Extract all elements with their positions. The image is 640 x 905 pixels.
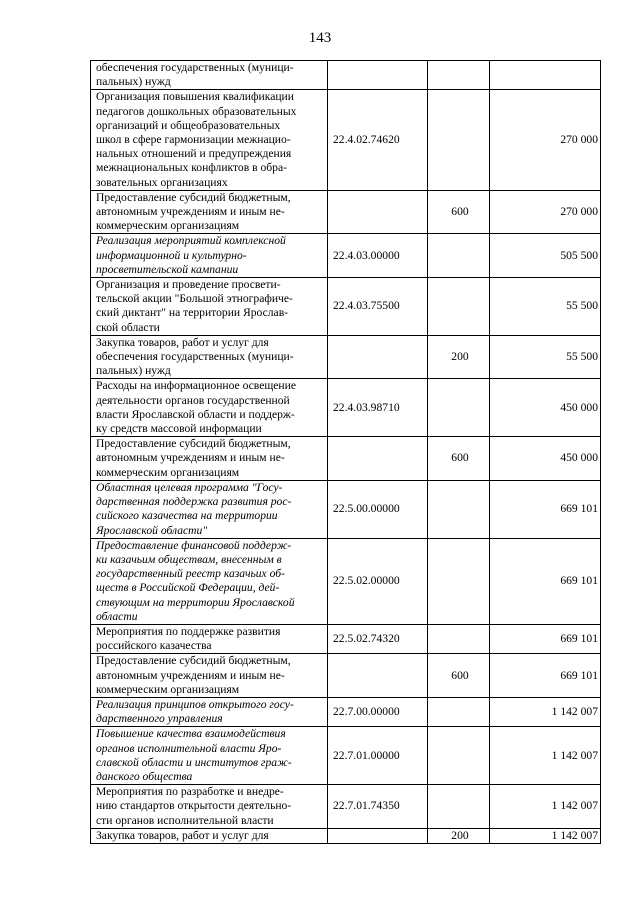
row-vr-cell: [428, 278, 490, 336]
row-name-cell: Предоставление финансовой поддерж- ки казачьим обществам, внесенным в государственный реестр казачьих об- ществ в Российской Федерации, дей- ствующим на территории Ярославской области: [91, 538, 328, 624]
row-sum-cell: 1 142 007: [490, 785, 601, 829]
row-name-cell: обеспечения государственных (муници- пальных) нужд: [91, 61, 328, 90]
row-code-cell: 22.4.02.74620: [328, 90, 428, 190]
table-row: [91, 234, 601, 278]
row-code-cell: 22.7.00.00000: [328, 697, 428, 726]
row-vr-cell: [428, 90, 490, 190]
row-sum-cell: 1 142 007: [490, 828, 601, 843]
row-code-cell: 22.7.01.74350: [328, 785, 428, 829]
row-code-cell: 22.4.03.75500: [328, 278, 428, 336]
row-sum-cell: 55 500: [490, 278, 601, 336]
table-row: [91, 190, 601, 234]
row-code-cell: 22.4.03.98710: [328, 379, 428, 437]
row-code-cell: 22.5.00.00000: [328, 480, 428, 538]
row-name-cell: Реализация мероприятий комплексной информационной и культурно- просветительской кампании: [91, 234, 328, 278]
row-name-cell: Предоставление субсидий бюджетным, автономным учреждениям и иным не- коммерческим организациям: [91, 190, 328, 234]
row-vr-cell: 600: [428, 190, 490, 234]
budget-table: [90, 60, 601, 844]
row-sum-cell: 669 101: [490, 624, 601, 653]
row-code-cell: [328, 335, 428, 379]
row-vr-cell: [428, 61, 490, 90]
row-name-cell: Предоставление субсидий бюджетным, автономным учреждениям и иным не- коммерческим организациям: [91, 654, 328, 698]
table-row: [91, 61, 601, 90]
row-name-cell: Реализация принципов открытого госу- дарственного управления: [91, 697, 328, 726]
row-code-cell: [328, 654, 428, 698]
row-code-cell: [328, 190, 428, 234]
row-name-cell: Предоставление субсидий бюджетным, автономным учреждениям и иным не- коммерческим организациям: [91, 437, 328, 481]
table-row: [91, 654, 601, 698]
table-row: [91, 538, 601, 624]
table-row: [91, 828, 601, 843]
row-code-cell: 22.5.02.74320: [328, 624, 428, 653]
table-row: [91, 379, 601, 437]
table-row: [91, 437, 601, 481]
row-name-cell: Закупка товаров, работ и услуг для обеспечения государственных (муници- пальных) нужд: [91, 335, 328, 379]
row-vr-cell: 600: [428, 437, 490, 481]
row-sum-cell: 505 500: [490, 234, 601, 278]
row-code-cell: 22.5.02.00000: [328, 538, 428, 624]
row-name-cell: Мероприятия по поддержке развития российского казачества: [91, 624, 328, 653]
row-code-cell: 22.7.01.00000: [328, 727, 428, 785]
row-name-cell: Организация и проведение просвети- тельской акции "Большой этнографиче- ский диктант" на территории Ярослав- ской области: [91, 278, 328, 336]
table-row: [91, 335, 601, 379]
row-sum-cell: 669 101: [490, 654, 601, 698]
row-vr-cell: [428, 697, 490, 726]
table-row: [91, 727, 601, 785]
row-vr-cell: [428, 480, 490, 538]
row-sum-cell: 55 500: [490, 335, 601, 379]
row-vr-cell: [428, 538, 490, 624]
row-name-cell: Областная целевая программа "Госу- дарственная поддержка развития рос- сийского казачества на территории Ярославской области": [91, 480, 328, 538]
table-row: [91, 697, 601, 726]
row-vr-cell: 600: [428, 654, 490, 698]
row-code-cell: [328, 61, 428, 90]
row-vr-cell: [428, 234, 490, 278]
row-sum-cell: 1 142 007: [490, 727, 601, 785]
row-vr-cell: [428, 727, 490, 785]
row-sum-cell: 669 101: [490, 538, 601, 624]
row-code-cell: 22.4.03.00000: [328, 234, 428, 278]
row-sum-cell: 669 101: [490, 480, 601, 538]
row-vr-cell: [428, 379, 490, 437]
row-vr-cell: [428, 624, 490, 653]
row-sum-cell: [490, 61, 601, 90]
row-code-cell: [328, 437, 428, 481]
table-row: [91, 785, 601, 829]
row-vr-cell: [428, 785, 490, 829]
row-sum-cell: 270 000: [490, 90, 601, 190]
row-name-cell: Мероприятия по разработке и внедре- нию стандартов открытости деятельно- сти органов исполнительной власти: [91, 785, 328, 829]
row-sum-cell: 450 000: [490, 379, 601, 437]
row-name-cell: Организация повышения квалификации педагогов дошкольных образовательных организаций и общеобразовательных школ в сфере гармонизации межнацио- нальных отношений и предупреждения межнациональных конфликтов в обра- зовательных организациях: [91, 90, 328, 190]
row-code-cell: [328, 828, 428, 843]
row-sum-cell: 450 000: [490, 437, 601, 481]
page-number: 143: [308, 30, 332, 46]
row-name-cell: Повышение качества взаимодействия органов исполнительной власти Яро- славской области и институтов граж- данского общества: [91, 727, 328, 785]
table-row: [91, 90, 601, 190]
row-vr-cell: 200: [428, 828, 490, 843]
row-sum-cell: 1 142 007: [490, 697, 601, 726]
table-row: [91, 624, 601, 653]
row-name-cell: Расходы на информационное освещение деятельности органов государственной власти Ярославской области и поддерж- ку средств массовой информации: [91, 379, 328, 437]
table-row: [91, 480, 601, 538]
row-name-cell: Закупка товаров, работ и услуг для: [91, 828, 328, 843]
table-row: [91, 278, 601, 336]
row-sum-cell: 270 000: [490, 190, 601, 234]
row-vr-cell: 200: [428, 335, 490, 379]
